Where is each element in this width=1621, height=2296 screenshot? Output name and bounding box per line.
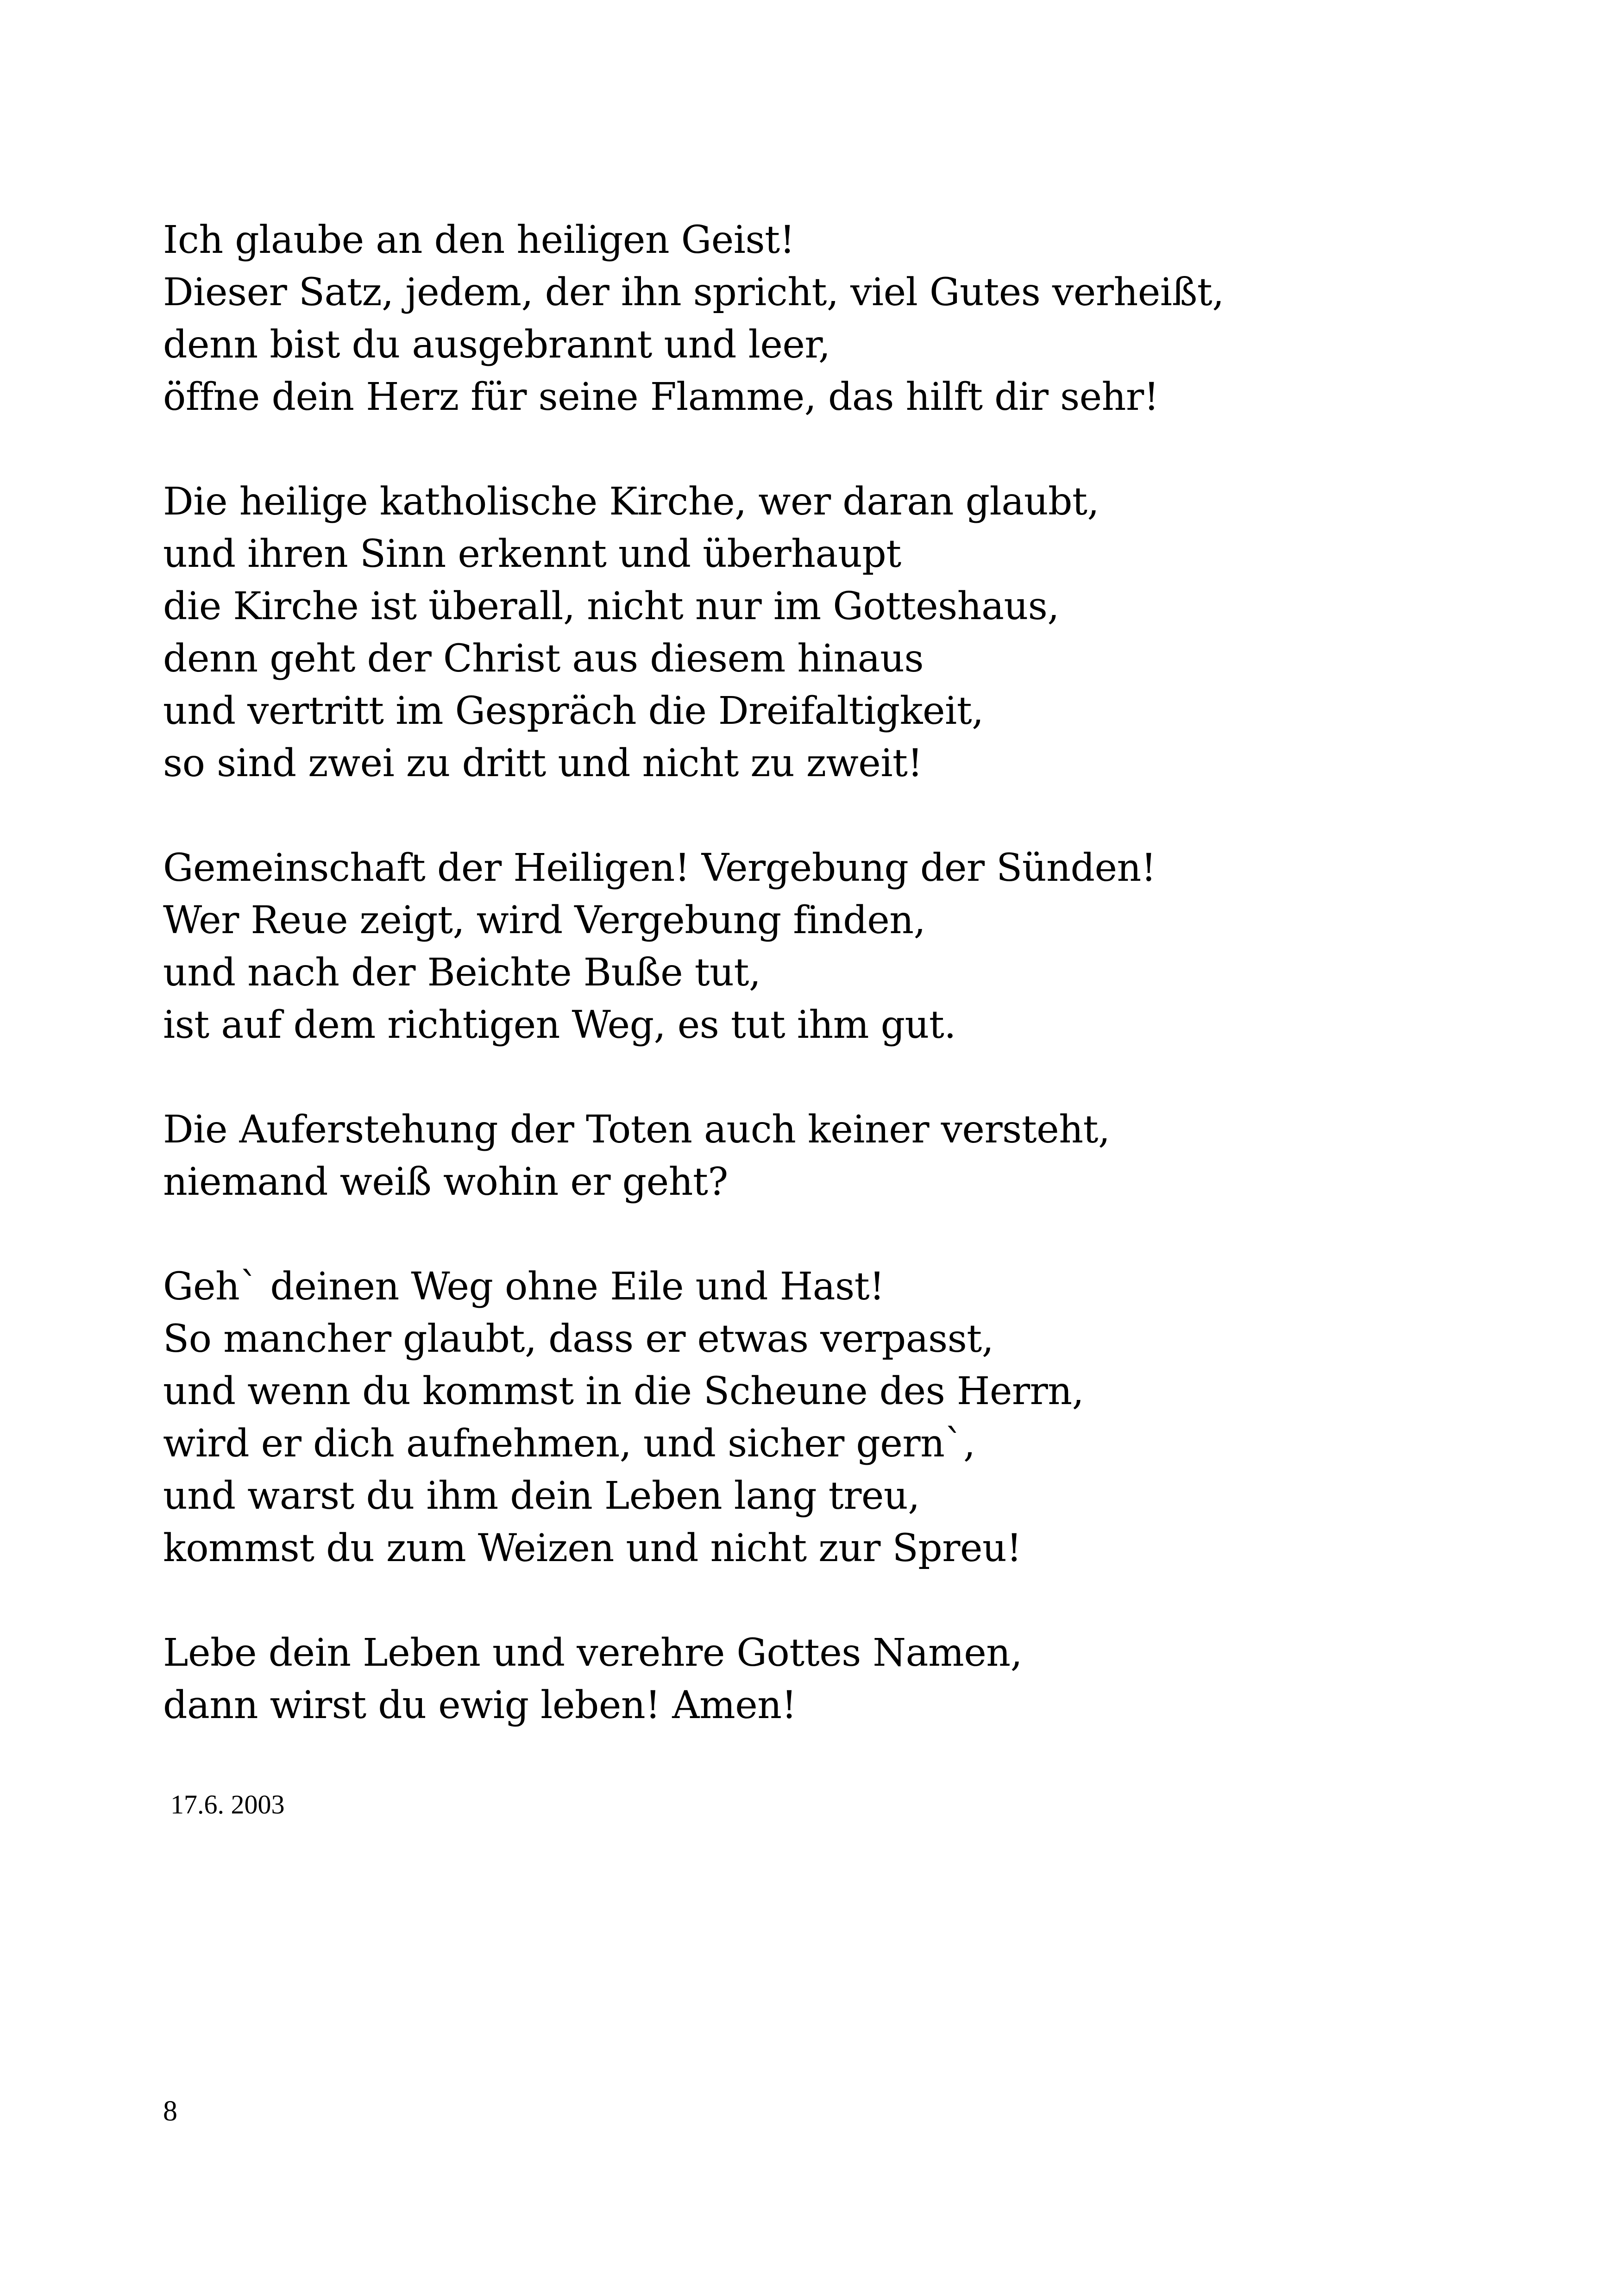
poem-line: Ich glaube an den heiligen Geist! — [163, 218, 795, 262]
poem-line: ist auf dem richtigen Weg, es tut ihm gut. — [163, 1003, 956, 1047]
poem-line: kommst du zum Weizen und nicht zur Spreu! — [163, 1526, 1022, 1570]
stanza-6 — [163, 1627, 1506, 1731]
poem-line: so sind zwei zu dritt und nicht zu zweit! — [163, 741, 923, 785]
stanza-2 — [163, 476, 1506, 790]
poem-line: Gemeinschaft der Heiligen! Vergebung der Sünden! — [163, 846, 1156, 890]
poem-line: Wer Reue zeigt, wird Vergebung finden, — [163, 898, 926, 942]
poem-line: und nach der Beichte Buße tut, — [163, 951, 761, 995]
poem-line: und ihren Sinn erkennt und überhaupt — [163, 532, 901, 576]
poem-line: denn geht der Christ aus diesem hinaus — [163, 637, 924, 681]
stanza-3 — [163, 842, 1506, 1051]
stanza-1 — [163, 214, 1506, 423]
poem — [163, 214, 1506, 1784]
poem-line: und vertritt im Gespräch die Dreifaltigkeit, — [163, 689, 984, 733]
stanza-5 — [163, 1261, 1506, 1575]
poem-line: So mancher glaubt, dass er etwas verpasst, — [163, 1317, 994, 1361]
poem-line: Dieser Satz, jedem, der ihn spricht, viel Gutes verheißt, — [163, 270, 1224, 314]
stanza-4 — [163, 1104, 1506, 1208]
poem-line: wird er dich aufnehmen, und sicher gern`, — [163, 1422, 975, 1466]
page-number: 8 — [163, 2095, 177, 2127]
poem-line: dann wirst du ewig leben! Amen! — [163, 1683, 797, 1727]
poem-line: die Kirche ist überall, nicht nur im Gotteshaus, — [163, 584, 1059, 628]
poem-line: öffne dein Herz für seine Flamme, das hilft dir sehr! — [163, 375, 1159, 419]
poem-line: niemand weiß wohin er geht? — [163, 1160, 728, 1204]
poem-line: Lebe dein Leben und verehre Gottes Namen, — [163, 1631, 1023, 1675]
poem-line: Geh` deinen Weg ohne Eile und Hast! — [163, 1265, 885, 1309]
poem-line: Die Auferstehung der Toten auch keiner versteht, — [163, 1108, 1110, 1152]
poem-line: und warst du ihm dein Leben lang treu, — [163, 1474, 920, 1518]
poem-line: denn bist du ausgebrannt und leer, — [163, 323, 830, 367]
poem-line: und wenn du kommst in die Scheune des Herrn, — [163, 1369, 1084, 1413]
poem-date: 17.6. 2003 — [170, 1789, 285, 1819]
poem-line: Die heilige katholische Kirche, wer daran glaubt, — [163, 480, 1100, 524]
